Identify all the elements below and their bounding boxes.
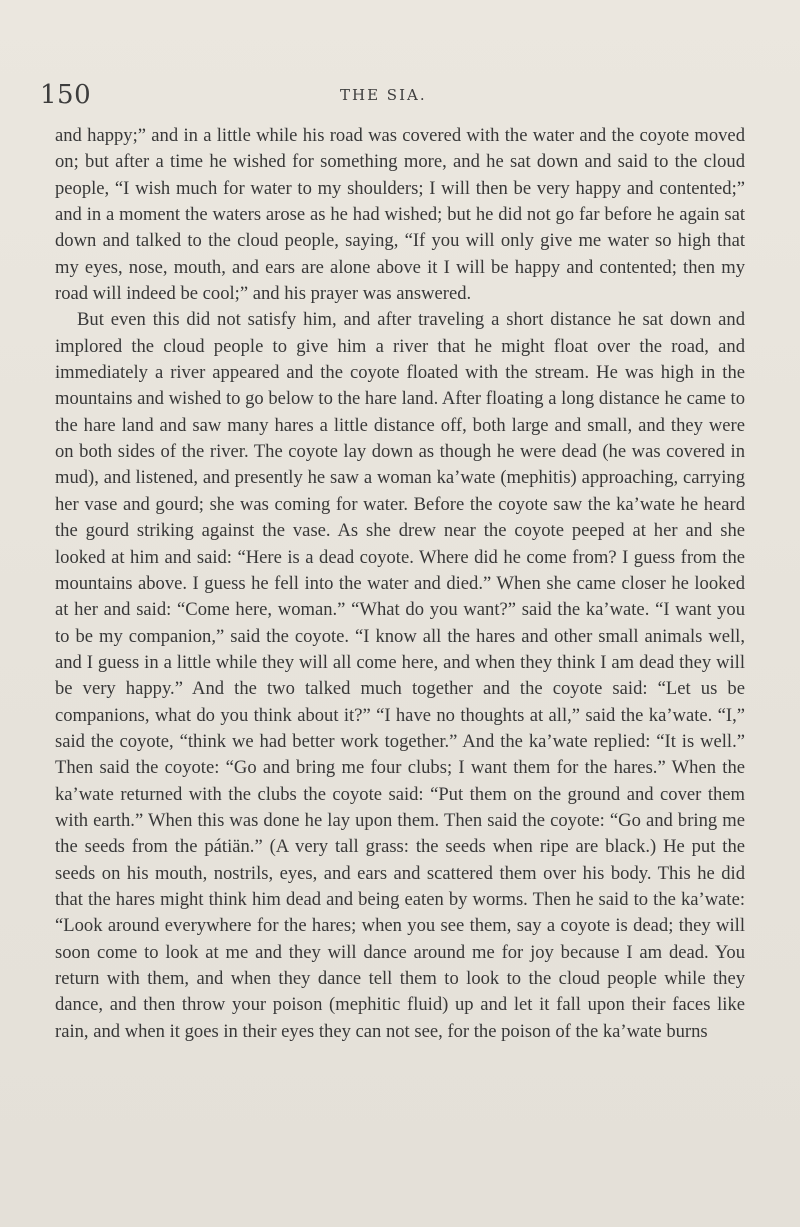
paragraph-continued: and happy;” and in a little while his road was covered with the water and the coyote moved on; but after a time he wished for something more, and he sat down and said to the cloud people, “I wish much for water to my shoulders; I will then be very happy and contented;” and in a moment the waters arose as he had wished; but he did not go far before he again sat down and talked to the cloud people, saying, “If you will only give me water so high that my eyes, nose, mouth, and ears are alone above it I will be happy and contented; then my road will indeed be cool;” and his prayer was answered. [55,125,745,305]
page-number: 150 [40,80,92,110]
paragraph: But even this did not satisfy him, and after traveling a short distance he sat down and implored the cloud people to give him a river that he might float over the road, and immediately a river appeared and the coyote floated with the stream. He was high in the mountains and wished to go below to the hare land. After floating a long distance he came to the hare land and saw many hares a little distance off, both large and small, and they were on both sides of the river. The coyote lay down as though he were dead (he was covered in mud), and listened, and presently he saw a woman ka’wate (mephitis) approaching, carrying her vase and gourd; she was coming for water. Before the coyote saw the ka’wate he heard the gourd striking against the vase. As she drew near the coyote peeped at her and she looked at him and said: “Here is a dead coyote. Where did he come from? I guess from the mountains above. I guess he fell into the water and died.” When she came closer he looked at her and said: “Come here, woman.” “What do you want?” said the ka’wate. “I want you to be my companion,” said the coyote. “I know all the hares and other small animals well, and I guess in a little while they will all come here, and when they think I am dead they will be very happy.” And the two talked much together and the coyote said: “Let us be companions, what do you think about it?” “I have no thoughts at all,” said the ka’wate. “I,” said the coyote, “think we had better work together.” And the ka’wate replied: “It is well.” Then said the coyote: “Go and bring me four clubs; I want them for the hares.” When the ka’wate returned with the clubs the coyote said: “Put them on the ground and cover them with earth.” When this was done he lay upon them. Then said the coyote: “Go and bring me the seeds from the pátiän.” (A very tall grass: the seeds when ripe are black.) He put the seeds on his mouth, nostrils, eyes, and ears and scattered them over his body. This he did that the hares might think him dead and being eaten by worms. Then he said to the ka’wate: “Look around everywhere for the hares; when you see them, say a coyote is dead; they will soon come to look at me and they will dance around me for joy because I am dead. You return with them, and when they dance tell them to look to the cloud people while they dance, and then throw your poison (mephitic fluid) up and let it fall upon their faces like rain, and when it goes in their eyes they can not see, for the poison of the ka’wate burns [55,309,745,1042]
page-header [40,80,740,110]
body-text [55,123,745,1045]
running-head: THE SIA. [340,86,427,104]
